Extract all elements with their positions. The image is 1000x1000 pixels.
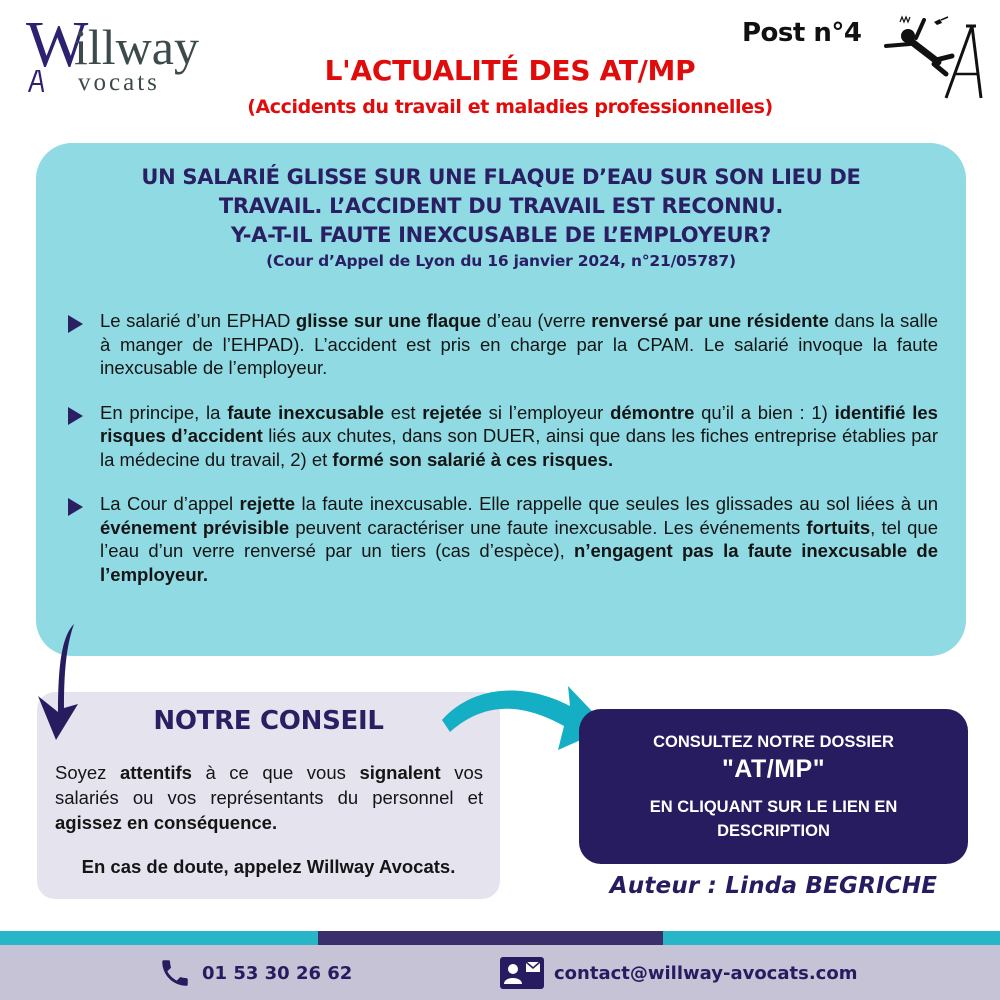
contact-footer [0,945,1000,1000]
headline-line: UN SALARIÉ GLISSE SUR UNE FLAQUE D’EAU SUR SON LIEU DE [141,165,861,189]
author-credit: Auteur : Linda BEGRICHE [609,873,938,899]
arrow-down-icon [34,624,94,742]
main-case-card [36,143,966,656]
post-number: Post n°4 [742,18,862,48]
advice-text-body: Soyez attentifs à ce que vous signalent vos salariés ou vos représentants du personnel et agissez en conséquence. [55,762,483,833]
point-text: Le salarié d’un EPHAD glisse sur une flaque d’eau (verre renversé par une résidente dans la salle à manger de l’EHPAD). L’accident est pris en charge par la CPAM. Le salarié invoque la faute inexcusable de l’employeur. [100,310,939,378]
logo-word-avocats: vocats [78,69,160,96]
advice-title: NOTRE CONSEIL [153,706,384,736]
contact-card-icon [500,957,544,989]
page-subtitle: (Accidents du travail et maladies professionnelles) [247,96,773,118]
court-reference: (Cour d’Appel de Lyon du 16 janvier 2024, n°21/05787) [266,252,736,270]
triangle-bullet-icon [68,407,83,425]
dossier-line-consultez: CONSULTEZ NOTRE DOSSIER [653,733,894,751]
list-item [62,492,938,586]
advice-footer: En cas de doute, appelez Willway Avocats. [81,856,456,877]
logo-letter-w: W [26,8,87,81]
phone-contact[interactable] [158,956,352,990]
dossier-line-cliquant: EN CLIQUANT SUR LE LIEN EN [649,798,898,816]
dossier-line-atmp: "AT/MP" [721,755,826,783]
email-contact[interactable] [500,956,857,990]
dossier-line-desc: DESCRIPTION [717,822,830,840]
case-headline [36,163,966,272]
logo-letter-a-icon [28,70,44,92]
advice-text [55,760,483,835]
footer-stripe-purple [318,931,663,945]
triangle-bullet-icon [68,315,83,333]
advice-card [37,692,500,899]
triangle-bullet-icon [68,498,83,516]
phone-number: 01 53 30 26 62 [202,962,353,984]
phone-icon [158,956,192,990]
list-item [62,401,938,472]
footer-stripe-cyan-left [0,931,318,945]
headline-line: Y-A-T-IL FAUTE INEXCUSABLE DE L’EMPLOYEUR? [230,223,772,247]
footer-stripe-cyan-right [663,931,1000,945]
list-item [62,309,938,380]
email-address: contact@willway-avocats.com [554,962,858,984]
dossier-line-description [579,795,968,843]
logo-word-illway: illway [74,19,199,75]
falling-from-ladder-icon [880,8,990,100]
dossier-link-card[interactable] [579,709,968,864]
case-points-list [62,309,938,586]
point-text: La Cour d’appel rejette la faute inexcusable. Elle rappelle que seules les glissades au sol liées à un événement prévisible peuvent caractériser une faute inexcusable. Les événements fortuits, tel que l’eau d’un verre renversé par un tiers (cas d’espèce), n’engagent pas la faute inexcusable de l’employeur. [100,493,939,585]
page-title: L'ACTUALITÉ DES AT/MP [324,54,696,87]
point-text: En principe, la faute inexcusable est rejetée si l’employeur démontre qu’il a bien : 1) identifié les risques d’accident liés aux chutes, dans son DUER, ainsi que dans les fiches entreprise établies par la médecine du travail, 2) et formé son salarié à ces risques. [100,401,938,470]
headline-line: TRAVAIL. L’ACCIDENT DU TRAVAIL EST RECONNU. [218,194,784,218]
